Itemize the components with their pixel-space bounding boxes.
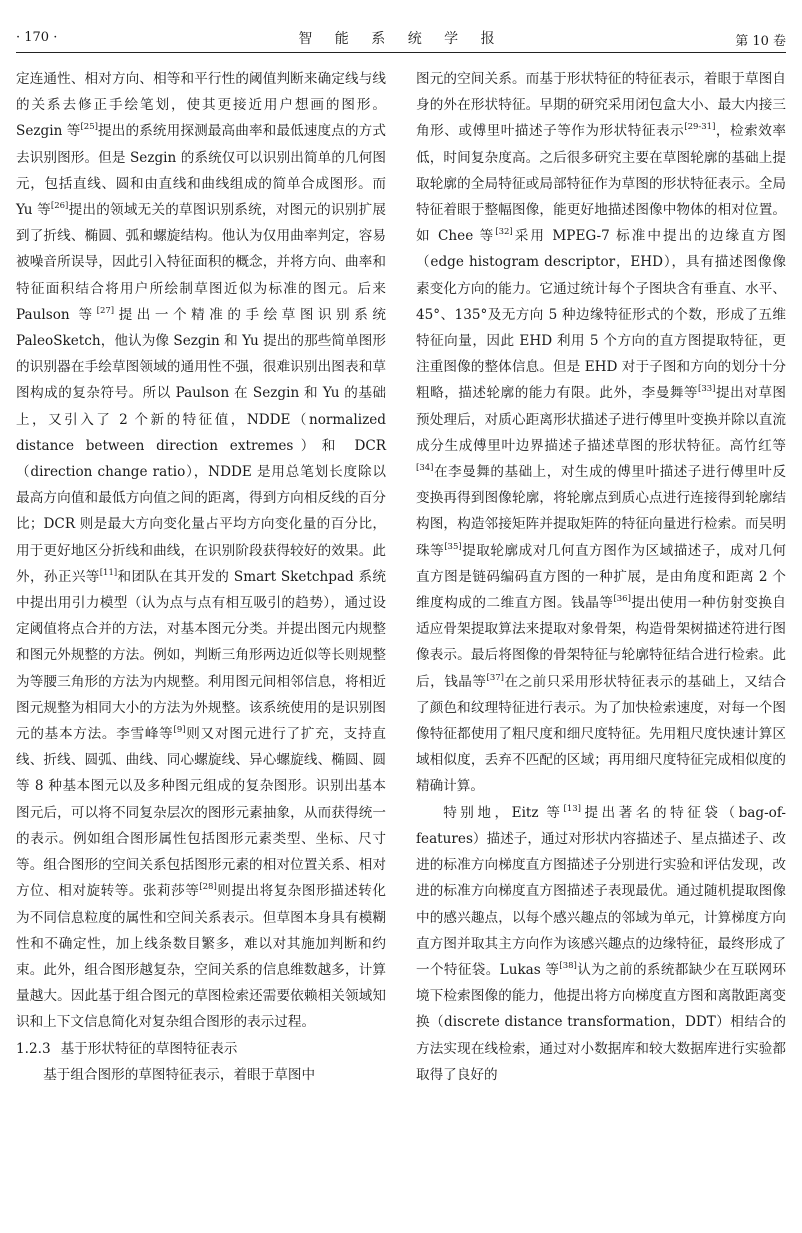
text-run: 在李曼舞的基础上，对生成的傅里叶描述子进行傅里叶反变换再得到图像轮廓，将轮廓点到质心点进行连接得到轮廓结构图，构造邻接矩阵并提取矩阵的特征向量进行检索。而吴明珠等 <box>416 464 786 559</box>
text-run: 特别地，Eitz 等 <box>443 804 564 821</box>
citation-marker: [13] <box>563 803 581 814</box>
section-number: 1.2.3 <box>16 1040 51 1057</box>
text-run: 提出对草图预处理后，对质心距离形状描述子进行傅里叶变换并除以直流成分生成傅里叶边界描述子描述草图的形状特征。高竹红等 <box>416 385 787 454</box>
text-run: 提取轮廓成对几何直方图作为区域描述子，成对几何直方图是链码编码直方图的一种扩展，是由角度和距离 2 个维度构成的二维直方图。钱晶等 <box>416 542 787 612</box>
page-number: · 170 · <box>16 30 58 45</box>
text-run: 则提出将复杂图形描述转化为不同信息粒度的属性和空间关系表示。但草图本身具有模糊性和不确定性，加上线条数目繁多，难以对其施加判断和约束。此外，组合图形越复杂，空间关系的信息维数越多，计算量越大。因此基于组合图元的草图检索还需要依赖相关领域知识和上下文信息简化对复杂组合图形的表示过程。 <box>16 883 387 1031</box>
text-run: 提出的系统用探测最高曲率和最低速度点的方式去识别图形。但是 Sezgin 的系统仅可以识别出简单的几何图元，包括直线、圆和由直线和曲线组成的简单合成图形。而 Yu 等 <box>16 123 386 219</box>
section-heading <box>16 1036 386 1062</box>
citation-marker: [29-31] <box>684 122 716 133</box>
text-run: 提出的领域无关的草图识别系统，对图元的识别扩展到了折线、椭圆、弧和螺旋结构。他认为仅用曲率判定，容易被噪音所误导，因此引入特征面积的概念，并将方向、曲率和特征面积结合将用户所绘制草图近似为标准的图元。后来 Paulson 等 <box>16 202 387 323</box>
text-run: 定连通性、相对方向、相等和平行性的阈值判断来确定线与线的关系去修正手绘笔划，使其更接近用户想画的图形。Sezgin 等 <box>16 71 386 140</box>
citation-marker: [27] <box>96 305 115 316</box>
text-run: 提出一个精准的手绘草图识别系统 PaleoSketch，他认为像 Sezgin 和 Yu 提出的那些简单图形的识别器在手绘草图领域的通用性不强，很难识别出图表和草图构成的复杂符号。所以 Paulson 在 Sezgin 和 Yu 的基础上，又引入了 2 个新的特征值，NDDE（normalized distance between direction extremes）和 DCR（direction change ratio），NDDE 是用总笔划长度除以最高方向值和最低方向值之间的距离，得到方向相反线的百分比；DCR 则是最大方向变化量占平均方向变化量的百分比，用于更好地区分折线和曲线，在识别阶段获得较好的效果。此外，孙正兴等 <box>16 306 386 585</box>
citation-marker: [9] <box>173 725 186 736</box>
text-run: 提出使用一种仿射变换自适应骨架提取算法来提取对象骨架，构造骨架树描述符进行图像表示。最后将图像的骨架特征与轮廓特征结合进行检索。此后，钱晶等 <box>416 595 787 690</box>
citation-marker: [33] <box>698 384 716 395</box>
volume-label: 第 10 卷 <box>735 34 786 49</box>
left-paragraph-2 <box>16 1062 386 1088</box>
citation-marker: [37] <box>486 672 504 683</box>
citation-marker: [28] <box>199 882 217 893</box>
left-column <box>16 66 386 1088</box>
citation-marker: [34] <box>416 463 434 474</box>
header-rule <box>16 52 786 53</box>
running-header <box>16 28 786 50</box>
citation-marker: [36] <box>613 594 631 605</box>
text-run: 提出著名的特征袋（bag-of-features）描述子，通过对形状内容描述子、星点描述子、改进的标准方向梯度直方图描述子分别进行实验和评估发现，改进的标准方向梯度直方图描述子表现最优。通过随机提取图像中的感兴趣点，以每个感兴趣点的邻域为单元，计算梯度方向直方图并取其主方向作为该感兴趣点的边缘特征，最终形成了一个特征袋。Lukas 等 <box>416 804 786 978</box>
text-run: 在之前只采用形状特征表示的基础上，又结合了颜色和纹理特征进行表示。为了加快检索速度，对每一个图像特征都使用了粗尺度和细尺度特征。先用粗尺度快速计算区域相似度，丢弃不匹配的区域；再用细尺度特征完成相似度的精确计算。 <box>416 673 787 795</box>
journal-title: 智 能 系 统 学 报 <box>298 31 504 47</box>
citation-marker: [26] <box>50 201 69 212</box>
text-run: ，检索效率低，时间复杂度高。之后很多研究主要在草图轮廓的基础上提取轮廓的全局特征或局部特征作为草图的形状特征表示。全局特征着眼于整幅图像，能更好地描述图像中物体的相对位置。如 Chee 等 <box>416 123 787 245</box>
text-run: 和团队在其开发的 Smart Sketchpad 系统中提出用引力模型（认为点与点有相互吸引的趋势），通过设定阈值将点合并的方法，对基本图元分类。并提出图元内规整和图元外规整的方法。例如，判断三角形两边近似等长则规整为等腰三角形的方法为内规整。利用图元间相邻信息，将相近图元规整为相同大小的方法为外规整。该系统使用的是识别图元的基本方法。李雪峰等 <box>16 568 386 743</box>
citation-marker: [35] <box>444 541 462 552</box>
text-run: 认为之前的系统都缺少在互联网环境下检索图像的能力，他提出将方向梯度直方图和离散距离变换（discrete distance transformation，DDT）相结合的方法实现在线检索，通过对小数据库和较大数据库进行实验都取得了良好的 <box>416 961 787 1083</box>
right-column <box>416 66 786 1088</box>
citation-marker: [25] <box>80 122 98 133</box>
text-run: 图元的空间关系。而基于形状特征的特征表示，着眼于草图自身的外在形状特征。早期的研究采用闭包盒大小、最大内接三角形、或傅里叶描述子等作为形状特征表示 <box>416 71 786 140</box>
citation-marker: [11] <box>99 567 118 578</box>
right-paragraph-2 <box>416 800 786 1088</box>
right-paragraph-1 <box>416 66 786 800</box>
left-paragraph-1 <box>16 66 386 1036</box>
section-title: 基于形状特征的草图特征表示 <box>60 1040 238 1057</box>
citation-marker: [32] <box>495 227 513 238</box>
text-run: 采用 MPEG-7 标准中提出的边缘直方图（edge histogram descriptor，EHD），具有描述图像像素变化方向的能力。它通过统计每个子图块含有垂直、水平、45°、135°及无方向 5 种边缘特征形式的个数，形成了五维特征向量，因此 EHD 利用 5 个方向的直方图提取特征，更注重图像的整体信息。但是 EHD 对于子图和方向的划分十分粗略，描述轮廓的能力有限。此外，李曼舞等 <box>416 228 787 402</box>
citation-marker: [38] <box>559 960 577 971</box>
text-run: 则又对图元进行了扩充，支持直线、折线、圆弧、曲线、同心螺旋线、异心螺旋线、椭圆、圆等 8 种基本图元以及多种图元组成的复杂图形。识别出基本图元后，可以将不同复杂层次的图形元素抽象，从而获得统一的表示。例如组合图形属性包括图形元素类型、坐标、尺寸等。组合图形的空间关系包括图形元素的相对位置关系、相对方位、相对旋转等。张莉莎等 <box>16 726 386 900</box>
text-run: 基于组合图形的草图特征表示，着眼于草图中 <box>43 1066 316 1083</box>
